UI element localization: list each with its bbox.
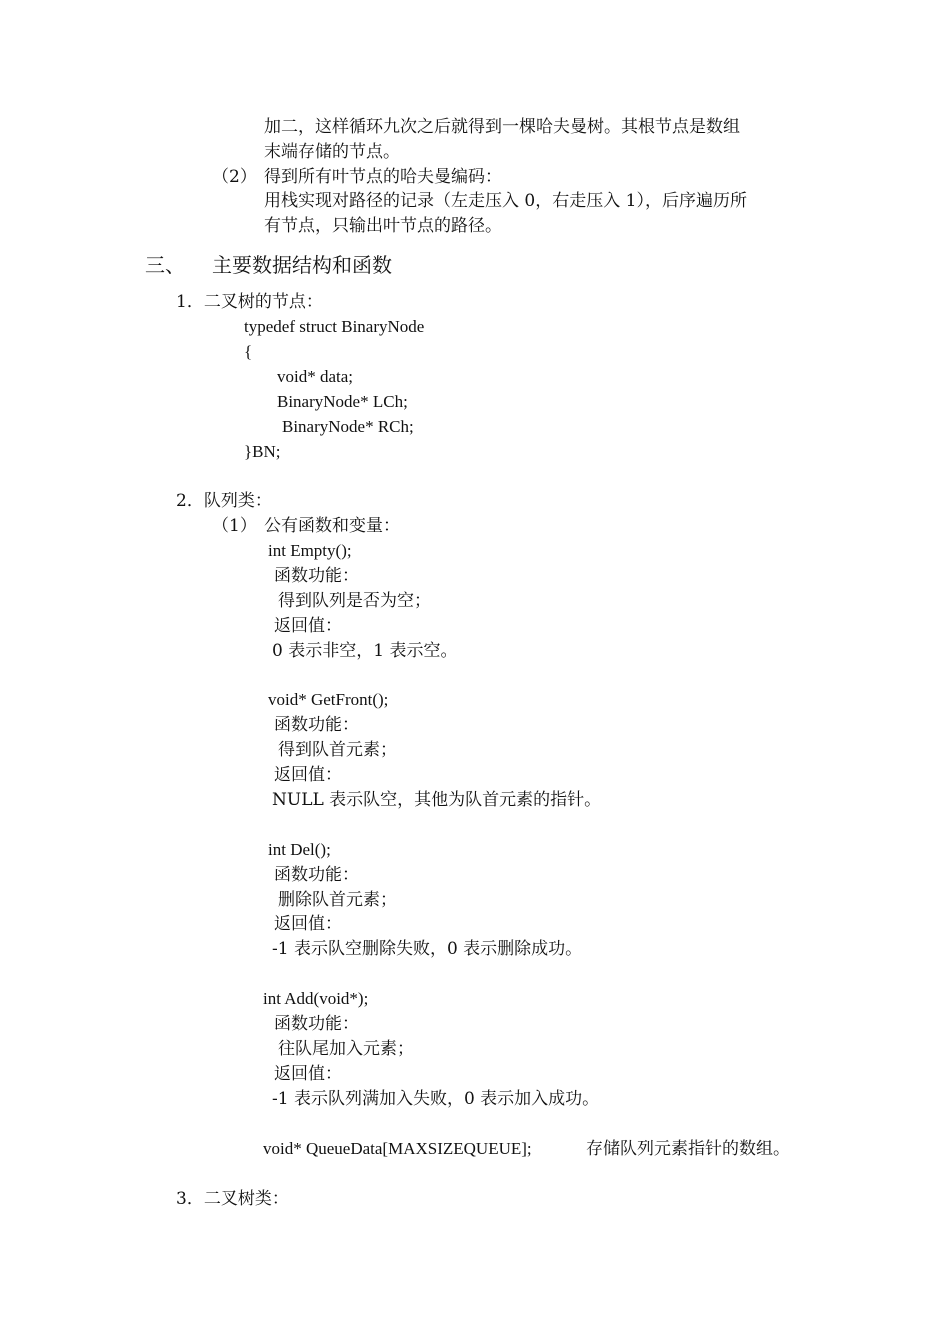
function-description: 得到队列是否为空；	[278, 591, 431, 611]
function-signature: int Empty();	[268, 541, 352, 560]
list-item-title: 公有函数和变量：	[264, 516, 400, 536]
return-label: 返回值：	[274, 914, 342, 934]
function-label: 函数功能：	[274, 1014, 359, 1034]
code-line: void* data;	[277, 367, 354, 386]
code-line: }BN;	[244, 442, 281, 461]
return-description: -1 表示队列满加入失败，0 表示加入成功。	[272, 1089, 600, 1109]
function-signature: void* GetFront();	[268, 690, 389, 709]
function-signature: int Add(void*);	[263, 989, 369, 1008]
member-description: 存储队列元素指针的数组。	[586, 1139, 790, 1159]
list-item-label: （1）	[212, 516, 257, 536]
code-line: {	[244, 342, 253, 361]
subsection-title: 2．队列类：	[176, 491, 272, 511]
function-description: 得到队首元素；	[278, 740, 397, 760]
subsection-title: 3．二叉树类：	[176, 1189, 289, 1209]
subsection-title: 1．二叉树的节点：	[176, 292, 323, 312]
function-label: 函数功能：	[274, 566, 359, 586]
function-label: 函数功能：	[274, 865, 359, 885]
list-item-title: 得到所有叶节点的哈夫曼编码：	[264, 167, 502, 187]
return-description: NULL 表示队空，其他为队首元素的指针。	[272, 790, 602, 810]
return-label: 返回值：	[274, 765, 342, 785]
paragraph-line: 有节点，只输出叶节点的路径。	[264, 216, 502, 236]
return-label: 返回值：	[274, 1064, 342, 1084]
function-label: 函数功能：	[274, 715, 359, 735]
list-item-label: （2）	[212, 167, 257, 187]
code-line: BinaryNode* RCh;	[282, 417, 414, 436]
section-number: 三、	[145, 253, 185, 277]
paragraph-line: 加二，这样循环九次之后就得到一棵哈夫曼树。其根节点是数组	[264, 117, 740, 137]
code-line: typedef struct BinaryNode	[244, 317, 425, 336]
return-label: 返回值：	[274, 616, 342, 636]
code-line: BinaryNode* LCh;	[277, 392, 408, 411]
paragraph-line: 末端存储的节点。	[264, 142, 400, 162]
return-description: -1 表示队空删除失败，0 表示删除成功。	[272, 939, 583, 959]
paragraph-line: 用栈实现对路径的记录（左走压入 0，右走压入 1），后序遍历所	[264, 191, 747, 211]
function-description: 往队尾加入元素；	[278, 1039, 414, 1059]
member-declaration: void* QueueData[MAXSIZEQUEUE];	[263, 1139, 532, 1158]
return-description: 0 表示非空，1 表示空。	[272, 641, 458, 661]
function-signature: int Del();	[268, 840, 331, 859]
section-title: 主要数据结构和函数	[212, 253, 392, 277]
function-description: 删除队首元素；	[278, 890, 397, 910]
